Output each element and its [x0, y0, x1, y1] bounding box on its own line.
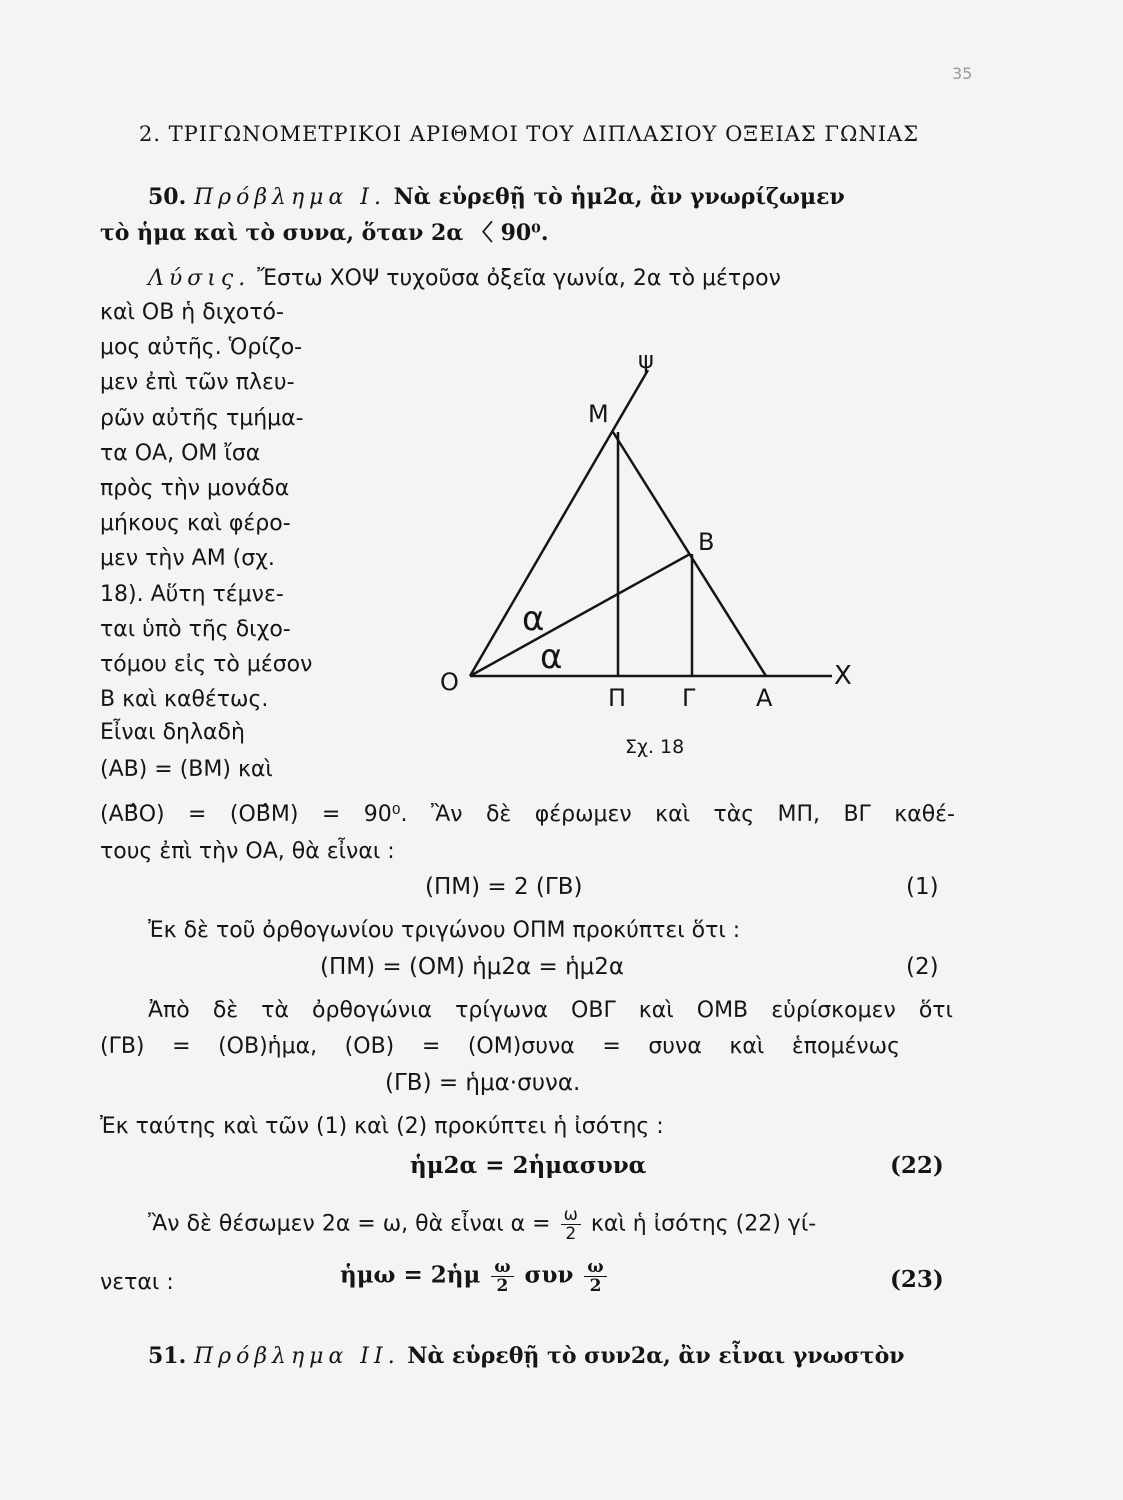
- text-relations: (ΓΒ) = (ΟΒ)ἡμα, (ΟΒ) = (ΟΜ)συνα = συνα καὶ ἑπομένως: [100, 1034, 900, 1059]
- problem-50-line2: τὸ ἡμα καὶ τὸ συνα, ὅταν 2α 〈 90⁰.: [100, 220, 549, 246]
- solution-left-line: μεν ἐπὶ τῶν πλευ-: [100, 370, 295, 396]
- fraction-omega-half: [561, 1206, 581, 1243]
- text-right-triangle: Ἐκ δὲ τοῦ ὀρθογωνίου τριγώνου ΟΠΜ προκύπτει ὅτι :: [148, 918, 741, 943]
- ray-opsi: [470, 370, 648, 676]
- solution-left-line: καὶ ΟΒ ἡ διχοτό-: [100, 300, 284, 325]
- eq23-fraction-1-num: ω: [491, 1258, 513, 1277]
- eq23-fraction-1-den: 2: [496, 1276, 509, 1296]
- solution-left-line: ται ὑπὸ τῆς διχο-: [100, 616, 291, 642]
- solution-eq-line1: Εἶναι δηλαδὴ: [100, 720, 245, 745]
- label-o: Ο: [440, 668, 459, 696]
- solution-intro: Ἔστω ΧΟΨ τυχοῦσα ὀξεῖα γωνία, 2α τὸ μέτρον: [257, 266, 781, 291]
- solution-left-line: τόμου εἰς τὸ μέσον: [100, 652, 313, 677]
- label-alpha-lower: α: [540, 637, 563, 677]
- problem-50-statement: Νὰ εὑρεθῇ τὸ ἡμ2α, ἂν γνωρίζωμεν: [393, 184, 845, 210]
- solution-left-line: μήκους καὶ φέρο-: [100, 511, 291, 537]
- solution-left-line: ρῶν αὐτῆς τμήμα-: [100, 405, 304, 431]
- problem-50-number: 50.: [148, 184, 187, 210]
- substitution-text-a: Ἂν δὲ θέσωμεν 2α = ω, θὰ εἶναι α =: [148, 1211, 551, 1237]
- equation-23-number: (23): [890, 1266, 944, 1293]
- fraction-numerator: ω: [561, 1206, 581, 1225]
- label-x: Χ: [834, 661, 852, 691]
- label-a: Α: [756, 684, 773, 712]
- text-triangles: Ἀπὸ δὲ τὰ ὀρθογώνια τρίγωνα ΟΒΓ καὶ ΟΜΒ εὑρίσκομεν ὅτι: [148, 998, 953, 1023]
- solution-label: Λύσις.: [148, 266, 251, 291]
- eq23-fraction-2-num: ω: [584, 1258, 606, 1277]
- solution-left-line: πρὸς τὴν μονάδα: [100, 476, 290, 501]
- label-p: Π: [608, 684, 627, 712]
- equation-23: [340, 1258, 610, 1295]
- bisector-ob: [470, 554, 690, 676]
- problem-50-label: Πρόβλημα I.: [193, 185, 386, 210]
- problem-51-statement: Νὰ εὑρεθῇ τὸ συν2α, ἂν εἶναι γνωστὸν: [407, 1343, 905, 1369]
- text-becomes: νεται :: [100, 1270, 174, 1295]
- equation-1: (ΠΜ) = 2 (ΓΒ): [425, 874, 583, 900]
- substitution-text-b: καὶ ἡ ἰσότης (22) γί-: [590, 1211, 817, 1237]
- eq23-part-b: συν: [524, 1261, 574, 1289]
- fraction-denominator: 2: [565, 1224, 577, 1244]
- eq23-fraction-2-den: 2: [589, 1276, 602, 1296]
- equation-22: ἡμ2α = 2ἡμασυνα: [410, 1152, 647, 1179]
- equation-22-number: (22): [890, 1152, 944, 1179]
- text-identity-intro: Ἐκ ταύτης καὶ τῶν (1) καὶ (2) προκύπτει ἡ ἰσότης :: [100, 1114, 664, 1139]
- eq23-fraction-2: [584, 1258, 606, 1295]
- equation-2-number: (2): [906, 954, 939, 980]
- angle-equation-line2: τους ἐπὶ τὴν ΟΑ, θὰ εἶναι :: [100, 839, 395, 864]
- eq23-part-a: ἡμω = 2ἡμ: [340, 1261, 481, 1289]
- problem-50-line1: [148, 181, 953, 214]
- solution-left-line: μεν τὴν ΑΜ (σχ.: [100, 546, 275, 572]
- figure-18: [430, 340, 880, 740]
- label-b: Β: [698, 528, 715, 556]
- solution-left-line: Β καὶ καθέτως.: [100, 687, 269, 713]
- problem-51-line: [148, 1340, 953, 1373]
- page-number: 35: [952, 64, 973, 83]
- equation-2: (ΠΜ) = (ΟΜ) ἡμ2α = ἡμ2α: [320, 954, 625, 980]
- problem-51-number: 51.: [148, 1343, 187, 1369]
- label-m: Μ: [588, 400, 609, 428]
- solution-line1: [148, 262, 781, 295]
- angle-equation-line: (ΑΒ̂Ο) = (ΟΒ̂Μ) = 90⁰. Ἂν δὲ φέρωμεν καὶ τὰς ΜΠ, ΒΓ καθέ-: [100, 802, 955, 827]
- equation-3: (ΓΒ) = ἡμα·συνα.: [385, 1070, 581, 1096]
- solution-left-line: τα ΟΑ, ΟΜ ἴσα: [100, 440, 261, 466]
- section-heading: 2. ΤΡΙΓΩΝΟΜΕΤΡΙΚΟΙ ΑΡΙΘΜΟΙ ΤΟΥ ΔΙΠΛΑΣΙΟΥ ΟΞΕΙΑΣ ΓΩΝΙΑΣ: [138, 122, 920, 146]
- equation-1-number: (1): [906, 874, 939, 900]
- label-alpha-upper: α: [522, 599, 545, 639]
- solution-left-line: μος αὐτῆς. Ὁρίζο-: [100, 335, 303, 361]
- problem-51-label: Πρόβλημα II.: [193, 1344, 400, 1369]
- label-psi: ψ: [638, 346, 654, 374]
- solution-left-line: 18). Αὕτη τέμνε-: [100, 581, 284, 607]
- text-substitution: [148, 1206, 816, 1243]
- label-g: Γ: [682, 684, 696, 712]
- solution-eq-line2: (ΑΒ) = (ΒΜ) καὶ: [100, 757, 273, 782]
- figure-caption: Σχ. 18: [625, 736, 685, 758]
- eq23-fraction-1: [491, 1258, 513, 1295]
